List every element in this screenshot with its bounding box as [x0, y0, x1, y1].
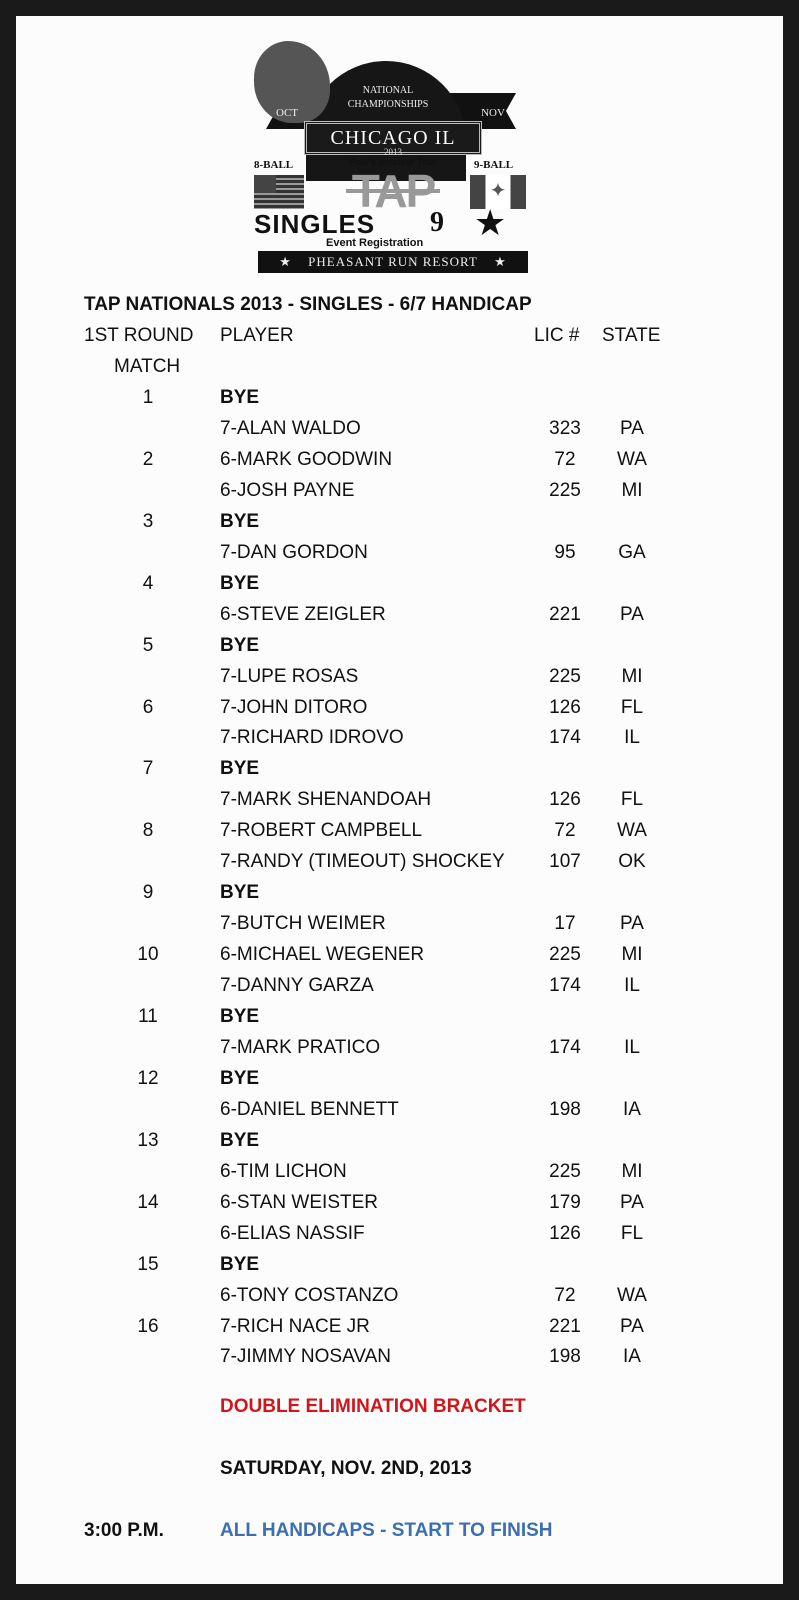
player-name: 7-BUTCH WEIMER [220, 913, 386, 934]
license-number: 95 [554, 542, 576, 563]
state-code: IA [623, 1346, 641, 1367]
license-number: 221 [549, 604, 581, 625]
license-number: 126 [549, 1223, 581, 1244]
match-number: 10 [137, 944, 159, 965]
license-number: 174 [549, 1037, 581, 1058]
bracket-type: DOUBLE ELIMINATION BRACKET [220, 1396, 526, 1417]
us-flag-icon [254, 175, 304, 209]
match-number: 7 [142, 758, 154, 779]
start-time: 3:00 P.M. [84, 1520, 164, 1541]
license-number: 225 [549, 666, 581, 687]
license-number: 179 [549, 1192, 581, 1213]
header-player: PLAYER [220, 325, 294, 346]
player-name: 7-ALAN WALDO [220, 418, 361, 439]
player-name: 7-RICH NACE JR [220, 1316, 370, 1337]
match-number: 11 [138, 1006, 158, 1027]
bye-label: BYE [220, 387, 260, 408]
player-name: 6-ELIAS NASSIF [220, 1223, 365, 1244]
state-code: PA [620, 418, 644, 439]
state-code: IA [623, 1099, 641, 1120]
handicaps-note: ALL HANDICAPS - START TO FINISH [220, 1520, 553, 1541]
document-page [16, 16, 783, 1584]
state-code: PA [620, 913, 644, 934]
license-number: 225 [549, 480, 581, 501]
state-code: MI [621, 1161, 643, 1182]
logo-oct: OCT [276, 107, 298, 119]
header-round: 1ST ROUND [84, 325, 194, 346]
license-number: 198 [549, 1099, 581, 1120]
player-name: 6-DANIEL BENNETT [220, 1099, 399, 1120]
player-name: 7-RANDY (TIMEOUT) SHOCKEY [220, 851, 505, 872]
state-code: FL [620, 697, 644, 718]
bye-label: BYE [220, 1068, 260, 1089]
state-code: IL [624, 975, 640, 996]
player-name: 6-MICHAEL WEGENER [220, 944, 425, 965]
license-number: 17 [554, 913, 576, 934]
state-code: PA [620, 1316, 644, 1337]
match-number: 1 [142, 387, 154, 408]
logo-resort-bar [258, 251, 528, 273]
header-lic: LIC # [534, 325, 580, 346]
match-number: 2 [142, 449, 154, 470]
star-icon: ★ [494, 254, 507, 269]
header-match: MATCH [114, 356, 181, 377]
star-icon: ★ [474, 202, 507, 243]
match-number: 8 [142, 820, 154, 841]
match-number: 16 [137, 1316, 159, 1337]
player-name: 6-JOSH PAYNE [220, 480, 355, 501]
player-name: 6-MARK GOODWIN [220, 449, 393, 470]
logo-8ball: 8-BALL [254, 159, 294, 171]
player-name: 6-TIM LICHON [220, 1161, 347, 1182]
player-name: 7-ROBERT CAMPBELL [220, 820, 423, 841]
bye-label: BYE [220, 882, 260, 903]
bye-label: BYE [220, 1254, 260, 1275]
state-code: FL [620, 1223, 644, 1244]
logo-tap: TAP [351, 165, 435, 217]
match-number: 13 [137, 1130, 159, 1151]
player-name: 6-STEVE ZEIGLER [220, 604, 386, 625]
bye-label: BYE [220, 1130, 260, 1151]
player-name: 7-DAN GORDON [220, 542, 368, 563]
license-number: 221 [549, 1316, 581, 1337]
match-number: 5 [142, 635, 154, 656]
match-number: 6 [142, 697, 154, 718]
state-code: WA [617, 449, 647, 470]
player-name: 7-MARK PRATICO [220, 1037, 381, 1058]
player-name: 7-DANNY GARZA [220, 975, 374, 996]
license-number: 126 [549, 697, 581, 718]
logo-singles: SINGLES [254, 209, 376, 239]
logo-tour: Pool's Amateur Tour [349, 157, 437, 167]
logo-nov: NOV [481, 107, 505, 119]
player-name: 7-RICHARD IDROVO [220, 727, 404, 748]
bye-label: BYE [220, 758, 260, 779]
state-code: FL [620, 789, 644, 810]
bye-label: BYE [220, 1006, 260, 1027]
match-number: 9 [142, 882, 154, 903]
license-number: 126 [549, 789, 581, 810]
header-state: STATE [602, 325, 661, 346]
event-logo [246, 41, 538, 279]
page-title: TAP NATIONALS 2013 - SINGLES - 6/7 HANDICAP [84, 294, 532, 315]
logo-resort: PHEASANT RUN RESORT [308, 254, 478, 269]
license-number: 72 [554, 449, 576, 470]
logo-9ball: 9-BALL [474, 159, 514, 171]
state-code: MI [621, 480, 643, 501]
state-code: GA [618, 542, 646, 563]
license-number: 198 [549, 1346, 581, 1367]
license-number: 72 [554, 820, 576, 841]
state-code: PA [620, 604, 644, 625]
license-number: 323 [549, 418, 581, 439]
state-code: MI [621, 666, 643, 687]
match-number: 4 [142, 573, 154, 594]
match-number: 15 [137, 1254, 159, 1275]
match-number: 12 [137, 1068, 159, 1089]
state-code: WA [617, 1285, 647, 1306]
state-code: IL [624, 1037, 640, 1058]
state-code: WA [617, 820, 647, 841]
player-name: 6-STAN WEISTER [220, 1192, 378, 1213]
license-number: 174 [549, 727, 581, 748]
license-number: 225 [549, 1161, 581, 1182]
license-number: 225 [549, 944, 581, 965]
license-number: 107 [549, 851, 581, 872]
state-code: PA [620, 1192, 644, 1213]
logo-championships: CHAMPIONSHIPS [347, 99, 429, 110]
star-icon: ★ [279, 254, 292, 269]
state-code: MI [621, 944, 643, 965]
player-name: 6-TONY COSTANZO [220, 1285, 399, 1306]
state-code: OK [618, 851, 646, 872]
maple-leaf-icon: ✦ [489, 180, 507, 202]
logo-nine: 9 [430, 207, 444, 238]
match-number: 3 [142, 511, 154, 532]
bye-label: BYE [220, 511, 260, 532]
logo-city-banner: CHICAGO IL [304, 121, 482, 155]
license-number: 174 [549, 975, 581, 996]
logo-year: 2013 [384, 147, 402, 157]
logo-national: NATIONAL [362, 85, 414, 96]
event-date: SATURDAY, NOV. 2ND, 2013 [220, 1458, 472, 1479]
logo-event-registration: Event Registration [326, 237, 424, 249]
player-name: 7-JIMMY NOSAVAN [220, 1346, 392, 1367]
bye-label: BYE [220, 635, 260, 656]
player-name: 7-JOHN DITORO [220, 697, 368, 718]
player-name: 7-LUPE ROSAS [220, 666, 359, 687]
player-name: 7-MARK SHENANDOAH [220, 789, 432, 810]
state-code: IL [624, 727, 640, 748]
match-number: 14 [137, 1192, 159, 1213]
bye-label: BYE [220, 573, 260, 594]
license-number: 72 [554, 1285, 576, 1306]
